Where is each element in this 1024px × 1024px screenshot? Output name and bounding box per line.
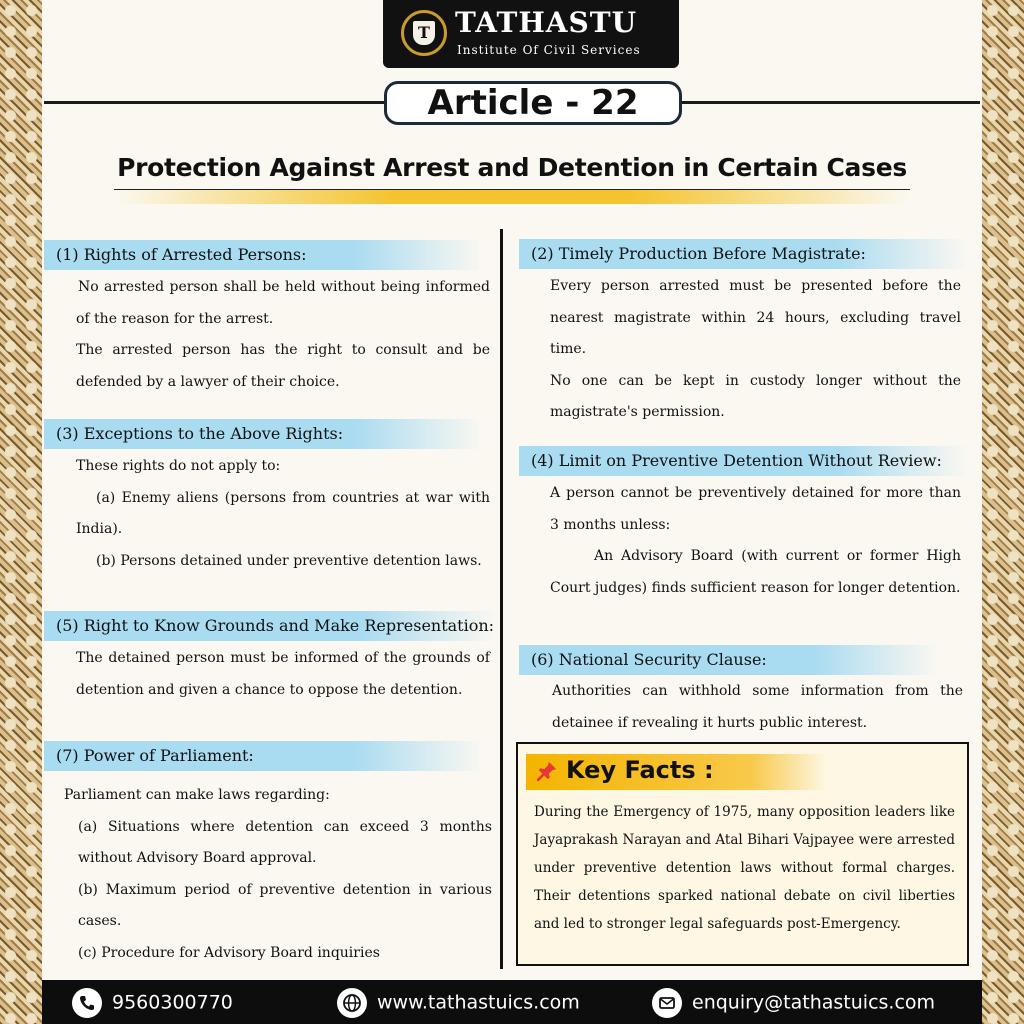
brand-logo	[383, 0, 679, 68]
section-3-para-1: These rights do not apply to:	[76, 458, 281, 474]
page-subtitle: Protection Against Arrest and Detention in Certain Cases	[117, 153, 907, 182]
shield-icon	[401, 10, 447, 56]
footer	[42, 980, 982, 1024]
section-1-heading: (1) Rights of Arrested Persons:	[44, 240, 484, 270]
subtitle-highlight	[114, 189, 910, 204]
key-facts-text: During the Emergency of 1975, many opposition leaders like Jayaprakash Narayan and Atal Bihari Vajpayee were arrested under preventive detention laws without formal charges. Their detentions sparked national debate on civil liberties and led to stronger legal safeguards post-Emergency.	[534, 804, 955, 932]
section-3-para-3: (b) Persons detained under preventive detention laws.	[96, 552, 482, 569]
section-3-para-2: (a) Enemy aliens (persons from countries at war with India).	[76, 489, 490, 537]
section-6-heading: (6) National Security Clause:	[519, 645, 939, 675]
section-4-para-1: A person cannot be preventively detained for more than 3 months unless:	[550, 485, 961, 533]
section-7-body	[64, 780, 492, 969]
section-7-heading: (7) Power of Parliament:	[44, 741, 484, 771]
section-5-heading: (5) Right to Know Grounds and Make Representation:	[44, 611, 496, 641]
section-7-para-4: (c) Procedure for Advisory Board inquiries	[78, 944, 380, 961]
article-title: Article - 22	[384, 81, 682, 125]
pushpin-icon	[536, 760, 558, 782]
brand-name: TATHASTU	[455, 6, 637, 39]
key-facts-box	[516, 742, 969, 966]
section-6-para-1: Authorities can withhold some information from the detainee if revealing it hurts public interest.	[552, 683, 963, 731]
section-7-para-2: (a) Situations where detention can exceed 3 months without Advisory Board approval.	[78, 818, 492, 866]
footer-email[interactable]	[652, 988, 935, 1018]
section-2-para-1: Every person arrested must be presented before the nearest magistrate within 24 hours, excluding travel time.	[550, 278, 961, 357]
section-4-para-2: An Advisory Board (with current or former High Court judges) finds sufficient reason for longer detention.	[550, 548, 961, 596]
section-1-para-2: The arrested person has the right to consult and be defended by a lawyer of their choice.	[76, 342, 490, 390]
phone-icon	[72, 988, 102, 1018]
footer-phone[interactable]	[72, 988, 233, 1018]
section-3-body	[76, 451, 490, 577]
section-6-body	[552, 676, 963, 739]
footer-website[interactable]	[337, 988, 580, 1018]
brand-tagline: Institute Of Civil Services	[457, 43, 641, 57]
section-1-para-1: No arrested person shall be held without being informed of the reason for the arrest.	[76, 279, 490, 327]
section-1-body	[76, 272, 490, 398]
globe-icon	[337, 988, 367, 1018]
section-2-body	[550, 271, 961, 429]
key-facts-title: Key Facts :	[566, 756, 714, 784]
key-facts-header	[526, 754, 826, 790]
section-5-para-1: The detained person must be informed of the grounds of detention and given a chance to oppose the detention.	[76, 650, 490, 698]
section-4-body	[550, 478, 961, 604]
section-3-heading: (3) Exceptions to the Above Rights:	[44, 419, 484, 449]
section-7-para-3: (b) Maximum period of preventive detention in various cases.	[78, 881, 492, 929]
website-url: www.tathastuics.com	[377, 991, 580, 1014]
envelope-icon	[652, 988, 682, 1018]
email-address: enquiry@tathastuics.com	[692, 991, 936, 1014]
section-5-body	[76, 643, 490, 706]
column-divider	[500, 229, 503, 969]
section-2-heading: (2) Timely Production Before Magistrate:	[519, 239, 969, 269]
section-4-heading: (4) Limit on Preventive Detention Without Review:	[519, 446, 969, 476]
phone-number: 9560300770	[112, 991, 233, 1014]
section-2-para-2: No one can be kept in custody longer without the magistrate's permission.	[550, 372, 961, 420]
emblem-letter: T	[413, 21, 435, 45]
section-7-para-1: Parliament can make laws regarding:	[64, 787, 330, 803]
